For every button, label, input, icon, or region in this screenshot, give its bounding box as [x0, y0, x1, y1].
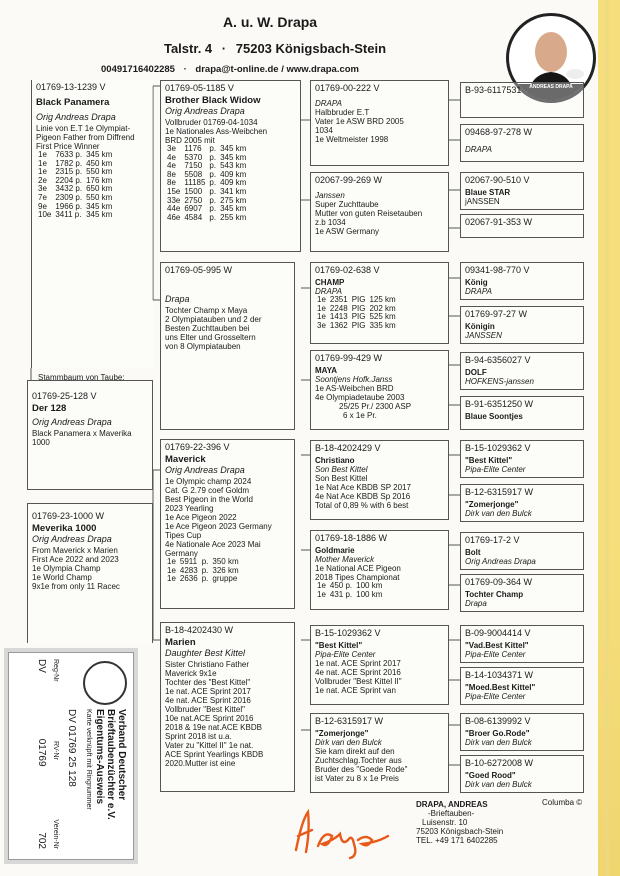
g4-ring: B-12-6315917 W	[465, 487, 534, 497]
g2-note: Sister Christiano Father	[165, 660, 250, 669]
email-web: drapa@t-online.de / www.drapa.com	[195, 64, 359, 75]
g2-name: Marien	[165, 637, 196, 648]
g2-ring: 01769-22-396 V	[165, 442, 230, 452]
g4-name: Königin	[465, 322, 495, 331]
dam-ring: 01769-23-1000 W	[32, 511, 105, 521]
g2-note: 4e Nationale Ace 2023 Mai	[165, 540, 261, 549]
g3-breeder: DRAPA	[315, 99, 342, 108]
sire-ring: 01769-25-128 V	[32, 391, 97, 401]
card-label: Verein-Nr	[52, 819, 59, 849]
dam-note: 1e Olympia Champ	[32, 564, 101, 573]
g3-ring: 01769-02-638 V	[315, 265, 380, 275]
g3-breeder: Son Best Kittel	[315, 465, 368, 474]
g2-breeder: Orig Andreas Drapa	[165, 465, 245, 475]
g4-breeder: HOFKENS-janssen	[465, 377, 534, 386]
g3-note: 1e National ACE Pigeon	[315, 564, 401, 573]
g4-name: Blaue Soontjes	[465, 412, 523, 421]
g2-card-1	[160, 262, 295, 430]
g2-card-3	[160, 622, 295, 792]
g3-card-5	[310, 530, 449, 610]
stamp-line: 75203 Königsbach-Stein	[416, 827, 504, 836]
card-labels	[52, 659, 59, 849]
g4-ring: B-91-6351250 W	[465, 399, 534, 409]
g4-name: "Zomerjonge"	[465, 500, 519, 509]
g2-ring: B-18-4202430 W	[165, 625, 234, 635]
dam-note: From Maverick x Marien	[32, 546, 118, 555]
g2-breeder: Orig Andreas Drapa	[165, 106, 245, 116]
g4-name: "Goed Rood"	[465, 771, 516, 780]
phone: 00491716402285	[101, 64, 175, 75]
g2-note: Vollbruder "Best Kittel"	[165, 705, 245, 714]
separator: ·	[221, 41, 227, 56]
g3-note: 1e ASW Germany	[315, 227, 380, 236]
g3-name: CHAMP	[315, 278, 345, 287]
g4-card-11	[460, 574, 584, 612]
g4-ring: 09341-98-770 V	[465, 265, 530, 275]
g3-note: Son Best Kittel	[315, 474, 368, 483]
sire-name: Der 128	[32, 403, 67, 414]
g3-breeder: Soontjens Hofk.Janss	[315, 375, 393, 384]
g3-card-0	[310, 80, 449, 166]
g3-note: 1e Weltmeister 1998	[315, 135, 389, 144]
g3-note: 2018 Tipes Championat	[315, 573, 400, 582]
g4-breeder: JANSSEN	[465, 331, 502, 340]
g3-note: 4e nat. ACE Sprint 2016	[315, 668, 401, 677]
g3-note: 4e Nat Ace KBDB Sp 2016	[315, 492, 411, 501]
g4-card-12	[460, 625, 584, 663]
g4-name: "Broer Go.Rode"	[465, 729, 530, 738]
g3-note: 1e nat. ACE Sprint van	[315, 686, 396, 695]
g4-card-6	[460, 352, 584, 390]
g4-breeder: Pipa-Elite Center	[465, 465, 526, 474]
g4-card-14	[460, 713, 584, 751]
g4-breeder: Dirk van den Bulck	[465, 509, 532, 518]
g3-breeder: Pipa-Elite Center	[315, 650, 376, 659]
g2-note: Tochter des "Best Kittel"	[165, 678, 251, 687]
g2-note: 1e nat. ACE Sprint 2017	[165, 687, 251, 696]
g4-card-15	[460, 755, 584, 793]
subject-name: Black Panamera	[36, 97, 110, 108]
g3-card-6	[310, 625, 449, 705]
g4-breeder: Pipa-Elite Center	[465, 650, 526, 659]
g2-note: 1e Ace Pigeon 2022	[165, 513, 237, 522]
ownership-card	[8, 652, 134, 860]
sire-breeder: Orig Andreas Drapa	[32, 417, 112, 427]
card-org-line: Eigentums-Ausweis	[94, 709, 105, 805]
g3-note: z.b 1034	[315, 218, 346, 227]
g3-note: Vater 1e ASW BRD 2005	[315, 117, 404, 126]
g2-note: Vater zu "Kittel II" 1e nat.	[165, 741, 254, 750]
g3-ring: 01769-00-222 V	[315, 83, 380, 93]
g2-breeder: Daughter Best Kittel	[165, 648, 246, 658]
g2-note: 1e Nationales Ass-Weibchen	[165, 127, 268, 136]
g4-ring: 01769-17-2 V	[465, 535, 520, 545]
g4-name: Blaue STAR	[465, 188, 511, 197]
g3-ring: 02067-99-269 W	[315, 175, 383, 185]
g2-note: Cat. G 2.79 coef Goldm	[165, 486, 250, 495]
g4-breeder: Orig Andreas Drapa	[465, 557, 536, 566]
card-values	[36, 659, 47, 849]
g2-note: Tipes Cup	[165, 531, 202, 540]
g3-card-4	[310, 440, 449, 520]
breeder-name: A. u. W. Drapa	[222, 14, 318, 30]
g2-note: Besten Zuchttauben bei	[165, 324, 250, 333]
g3-breeder: Mother Maverick	[315, 555, 375, 564]
g2-note: 1e Olympic champ 2024	[165, 477, 252, 486]
subject-card	[31, 80, 153, 368]
g3-note: 4e Olympiadetaube 2003	[315, 393, 405, 402]
g3-note: Bruder des "Goede Rode"	[315, 765, 408, 774]
g4-name: Tochter Champ	[465, 590, 524, 599]
subject-breeder: Orig Andreas Drapa	[36, 112, 116, 122]
pedigree-label: Stammbaum von Taube:	[38, 373, 125, 382]
g3-note: 1e nat. ACE Sprint 2017	[315, 659, 401, 668]
g2-breeder: Drapa	[165, 294, 190, 304]
g3-name: Goldmarie	[315, 546, 355, 555]
g4-ring: 02067-91-353 W	[465, 217, 533, 227]
g4-card-9	[460, 484, 584, 522]
g3-note: 1034	[315, 126, 333, 135]
g3-breeder: DRAPA	[315, 287, 342, 296]
g2-results: 1e 5911 p. 350 km 1e 4283 p. 326 km 1e 2636 p. gruppe	[167, 557, 239, 584]
g2-note: ACE Sprint Yearlings KBDB	[165, 750, 264, 759]
g3-breeder: Dirk van den Bulck	[315, 738, 382, 747]
g3-note: 1e AS-Weibchen BRD	[315, 384, 394, 393]
g4-ring: 01769-97-27 W	[465, 309, 528, 319]
g3-note: Super Zuchttaube	[315, 200, 379, 209]
dam-breeder: Orig Andreas Drapa	[32, 534, 112, 544]
g4-ring: B-14-1034371 W	[465, 670, 534, 680]
dam-note: First Ace 2022 and 2023	[32, 555, 119, 564]
g2-note: 2 Olympiatauben und 2 der	[165, 315, 262, 324]
g2-note: 2020.Mutter ist eine	[165, 759, 236, 768]
g3-note: Zuchtschlag.Tochter aus	[315, 756, 402, 765]
g3-ring: B-18-4202429 V	[315, 443, 381, 453]
ownership-card-content	[9, 653, 133, 859]
g2-note: BRD 2005 mit	[165, 136, 215, 145]
card-org-line: Brieftaubenzüchter e.V.	[105, 709, 116, 820]
g3-card-2	[310, 262, 449, 344]
g4-name: "Moed.Best Kittel"	[465, 683, 536, 692]
g4-name: DOLF	[465, 368, 487, 377]
g3-note: Vollbruder "Best Kittel II"	[315, 677, 402, 686]
g4-ring: 01769-09-364 W	[465, 577, 533, 587]
breeder-contact: 00491716402285 · drapa@t-online.de / www.drapa.com	[101, 64, 359, 75]
g4-ring: B-15-1029362 V	[465, 443, 531, 453]
g4-breeder: Dirk van den Bulck	[465, 738, 532, 747]
g2-note: Maverick 9x1e	[165, 669, 217, 678]
g2-note: 10e nat.ACE Sprint 2016	[165, 714, 254, 723]
subject-results: 1e 7633 p. 345 km 1e 1782 p. 450 km 1e 2315 p. 550 km 2e 2204 p. 176 km 3e 3432 p. 650 km 7e 2309 p. 550 km 9e 1966 p. 345 km 10e 3411 p. 345 km	[38, 150, 113, 220]
subject-note-1: Pigeon Father from Diffrend	[36, 133, 135, 142]
g3-note: 25/25 Pr./ 2300 ASP	[339, 402, 412, 411]
sire-note: Black Panamera x Maverika	[32, 429, 132, 438]
g4-card-0	[460, 82, 584, 118]
g2-note: Vollbruder 01769-04-1034	[165, 118, 258, 127]
g4-card-1	[460, 124, 584, 162]
subject-ring: 01769-13-1239 V	[36, 82, 106, 92]
g4-ring: 02067-90-510 V	[465, 175, 530, 185]
columba-credit: Columba ©	[542, 798, 583, 807]
g4-ring: B-08-6139992 V	[465, 716, 531, 726]
g2-note: 2018 & 19e nat.ACE KBDB	[165, 723, 262, 732]
g4-breeder: DRAPA	[465, 287, 492, 296]
g4-ring: 09468-97-278 W	[465, 127, 533, 137]
card-org-line: Karte verknüpft mit Ringnummer	[85, 709, 92, 810]
card-label: RV-Nr	[52, 741, 59, 760]
sire-card	[27, 380, 153, 490]
g3-note: Total of 0,89 % with 6 best	[315, 501, 409, 510]
g3-note: Sie kam direkt auf den	[315, 747, 395, 756]
dam-card	[27, 503, 153, 643]
g3-card-7	[310, 713, 449, 793]
g4-card-4	[460, 262, 584, 300]
g3-note: Mutter von guten Reisetauben	[315, 209, 423, 218]
g4-name: "Vad.Best Kittel"	[465, 641, 529, 650]
g2-note: uns Elter und Grosseltern	[165, 333, 256, 342]
sire-note: 1000	[32, 438, 50, 447]
g3-card-3	[310, 350, 449, 430]
g3-note: Halbbruder E.T	[315, 108, 370, 117]
card-org-line: Verband Deutscher	[116, 709, 127, 801]
g3-ring: 01769-99-429 W	[315, 353, 383, 363]
g2-note: 1e Ace Pigeon 2023 Germany	[165, 522, 272, 531]
g4-card-5	[460, 306, 584, 344]
g2-card-0	[160, 80, 301, 252]
g3-name: "Best Kittel"	[315, 641, 363, 650]
g2-ring: 01769-05-1185 V	[165, 83, 234, 93]
stamp-line: Luisenstr. 10	[422, 818, 468, 827]
g2-note: 4e nat. ACE Sprint 2016	[165, 696, 251, 705]
g4-card-7	[460, 396, 584, 430]
g3-ring: 01769-18-1886 W	[315, 533, 388, 543]
g2-results: 3e 1176 p. 345 km 4e 5370 p. 345 km 4e 7150 p. 543 km 8e 5508 p. 409 km 8e 11185 p. 409 km 15e 1500 p. 341 km 33e 2750 p. 275 km 44e 6907 p. 345 km 46e 4584 p. 255 km	[167, 144, 247, 222]
g2-note: Tochter Champ x Maya	[165, 306, 248, 315]
g3-ring: B-12-6315917 W	[315, 716, 384, 726]
g4-name: "Best Kittel"	[465, 456, 513, 465]
g4-ring: B-93-6117531	[465, 85, 522, 95]
signature	[288, 800, 398, 860]
g4-breeder: jANSSEN	[465, 197, 500, 206]
g2-name: Maverick	[165, 454, 206, 465]
g4-breeder: DRAPA	[465, 145, 492, 154]
card-label: Reg-Nr	[52, 659, 59, 682]
street: Talstr. 4	[163, 41, 213, 56]
g4-ring: B-94-6356027 V	[465, 355, 531, 365]
card-ring: DV 01769 25 128	[66, 709, 77, 787]
g3-card-1	[310, 172, 449, 252]
g3-name: "Zomerjonge"	[315, 729, 369, 738]
photo-badge: ANDREAS DRAPA	[529, 84, 573, 90]
stamp-address	[416, 800, 503, 845]
g3-results: 1e 450 p. 100 km 1e 431 p. 100 km	[317, 581, 383, 599]
g4-ring: B-09-9004414 V	[465, 628, 531, 638]
g4-card-3	[460, 214, 584, 238]
card-value: DV	[36, 659, 47, 673]
stamp-line: DRAPA, ANDREAS	[416, 800, 488, 809]
g3-note: 1e Nat Ace KBDB SP 2017	[315, 483, 411, 492]
g2-note: Best Pigeon in the World	[165, 495, 253, 504]
g3-breeder: Janssen	[315, 191, 345, 200]
g2-note: 2023 Yearling	[165, 504, 214, 513]
city: 75203 Königsbach-Stein	[235, 41, 387, 56]
g4-breeder: Pipa-Elite Center	[465, 692, 526, 701]
g4-ring: B-10-6272008 W	[465, 758, 534, 768]
stamp-line: TEL. +49 171 6402285	[416, 836, 498, 845]
g4-card-8	[460, 440, 584, 478]
g3-name: MAYA	[315, 366, 338, 375]
card-value: 01769	[36, 738, 47, 767]
g4-name: König	[465, 278, 488, 287]
g3-name: Christiano	[315, 456, 355, 465]
dam-name: Meverika 1000	[32, 523, 97, 534]
card-org	[83, 709, 127, 820]
g4-card-10	[460, 532, 584, 570]
g2-note: Sprint 2018 ist u.a.	[165, 732, 232, 741]
g3-note: 6 x 1e Pr.	[343, 411, 377, 420]
g2-note: von 8 Olympiatauben	[165, 342, 241, 351]
dam-note: 9x1e from only 11 Racec	[32, 582, 120, 591]
dam-note: 1e World Champ	[32, 573, 92, 582]
card-value: 702	[36, 832, 47, 849]
g4-breeder: Drapa	[465, 599, 487, 608]
g3-results: 1e 2351 PIG 125 km 1e 2248 PIG 202 km 1e 1413 PIG 525 km 3e 1362 PIG 335 km	[317, 295, 396, 330]
g2-ring: 01769-05-995 W	[165, 265, 233, 275]
g3-note: ist Vater zu 8 x 1e Preis	[315, 774, 399, 783]
vdb-logo-icon	[83, 661, 127, 705]
g2-card-2	[160, 439, 295, 609]
g2-name: Brother Black Widow	[165, 95, 261, 106]
g3-ring: B-15-1029362 V	[315, 628, 381, 638]
g4-breeder: Dirk van den Bulck	[465, 780, 532, 789]
g2-note: Germany	[165, 549, 198, 558]
stamp-line: -Brieftauben-	[428, 809, 475, 818]
subject-note-0: Linie von E.T 1e Olympiat-	[36, 124, 131, 133]
g4-card-13	[460, 667, 584, 705]
subject-note-2: First Price Winner	[36, 142, 100, 151]
g4-name: Bolt	[465, 548, 481, 557]
g4-card-2	[460, 172, 584, 210]
